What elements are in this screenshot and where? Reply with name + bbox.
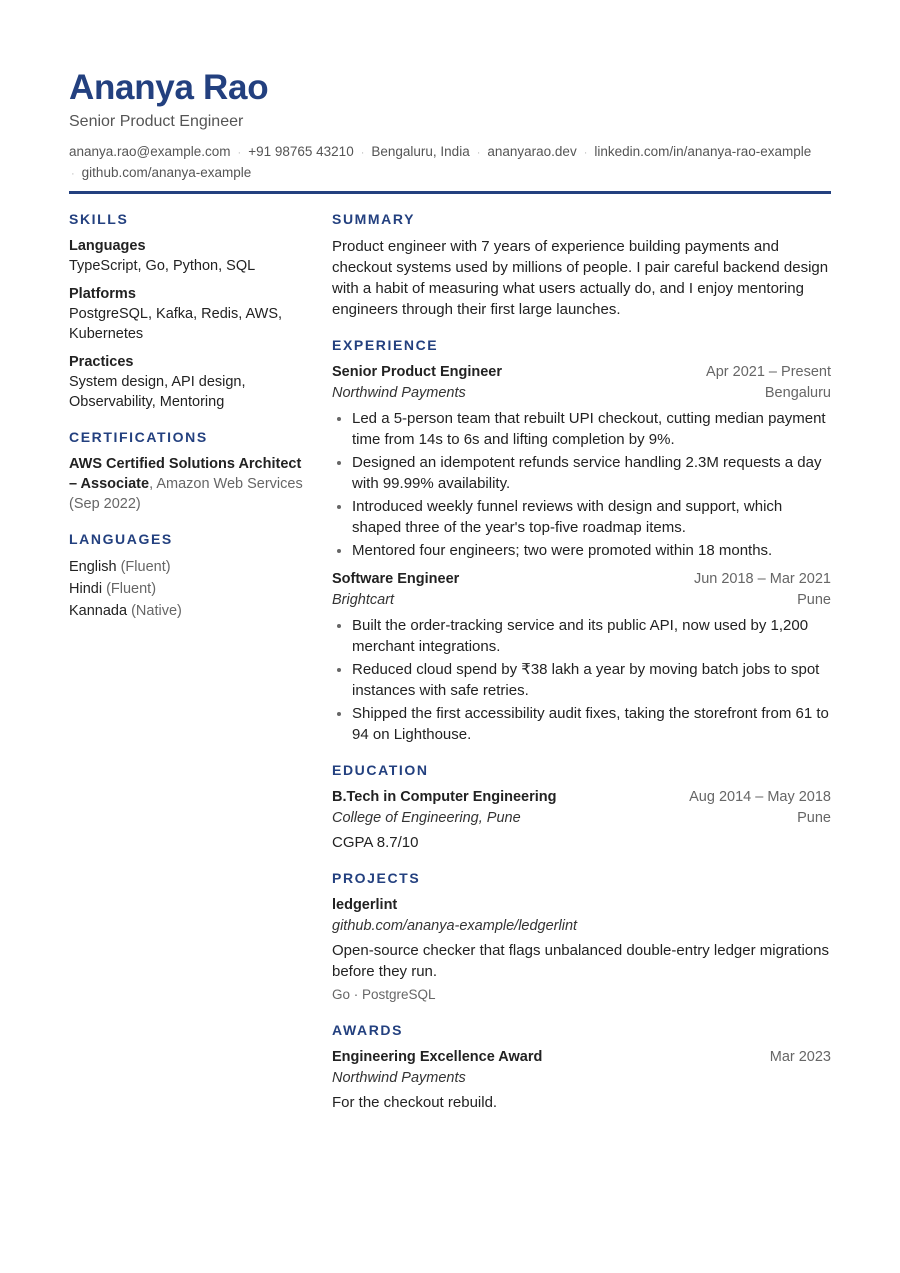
experience-entry — [332, 569, 831, 745]
main-column — [332, 210, 831, 1129]
languages-heading: LANGUAGES — [69, 531, 173, 547]
contact-separator: · — [583, 147, 588, 159]
resume-header — [69, 66, 831, 184]
awards-heading: AWARDS — [332, 1022, 404, 1038]
education-detail: CGPA 8.7/10 — [332, 834, 419, 851]
candidate-title: Senior Product Engineer — [69, 113, 244, 130]
award-name: Engineering Excellence Award — [332, 1049, 543, 1065]
job-bullet: • Introduced weekly funnel reviews with design and support, which shaped three of the year's top-five roadmap items. — [352, 496, 831, 538]
entry-header-row — [332, 787, 831, 808]
experience-entry — [332, 362, 831, 561]
job-location: Bengaluru — [764, 385, 831, 401]
language-level: (Fluent) — [120, 559, 171, 575]
job-role: Software Engineer — [332, 571, 460, 587]
job-dates: Jun 2018 – Mar 2021 — [693, 571, 831, 587]
project-url[interactable]: github.com/ananya-example/ledgerlint — [332, 918, 578, 934]
skill-group-value: TypeScript, Go, Python, SQL — [69, 258, 256, 274]
job-bullet: • Reduced cloud spend by ₹38 lakh a year by moving batch jobs to spot instances with safe retries. — [352, 659, 831, 701]
contact-github[interactable]: github.com/ananya-example — [81, 165, 252, 180]
contact-line — [69, 142, 831, 184]
award-date: Mar 2023 — [769, 1049, 831, 1065]
skill-group-value: System design, API design, Observability, Mentoring — [69, 374, 246, 410]
certifications-section — [69, 428, 309, 514]
contact-email[interactable]: ananya.rao@example.com — [69, 144, 231, 159]
contact-separator: · — [476, 147, 481, 159]
skill-group-value: PostgreSQL, Kafka, Redis, AWS, Kubernetes — [69, 306, 283, 342]
certifications-heading: CERTIFICATIONS — [69, 429, 208, 445]
job-bullet: • Mentored four engineers; two were promoted within 18 months. — [352, 540, 831, 561]
job-company: Brightcart — [332, 592, 395, 608]
project-tags: Go · PostgreSQL — [332, 987, 436, 1002]
education-dates: Aug 2014 – May 2018 — [689, 789, 831, 805]
skill-group-label: Practices — [69, 354, 134, 370]
awards-section — [332, 1021, 831, 1113]
job-company: Northwind Payments — [332, 385, 466, 401]
sidebar — [69, 210, 309, 638]
language-item — [69, 556, 309, 578]
education-degree: B.Tech in Computer Engineering — [332, 789, 557, 805]
projects-section — [332, 869, 831, 1005]
entry-header-row — [332, 1047, 831, 1068]
entry-subheader-row — [332, 916, 831, 937]
contact-linkedin[interactable]: linkedin.com/in/ananya-rao-example — [594, 144, 812, 159]
experience-section — [332, 336, 831, 745]
job-bullet: • Built the order-tracking service and its public API, now used by 1,200 merchant integrations. — [352, 615, 831, 657]
entry-subheader-row — [332, 808, 831, 829]
contact-location: Bengaluru, India — [371, 144, 470, 159]
project-description: Open-source checker that flags unbalanced double-entry ledger migrations before they run. — [332, 942, 829, 980]
certification-entry — [69, 454, 309, 514]
skill-group — [69, 284, 309, 344]
job-bullet: • Designed an idempotent refunds service handling 2.3M requests a day with 99.99% availability. — [352, 452, 831, 494]
education-location: Pune — [797, 810, 831, 826]
award-detail: For the checkout rebuild. — [332, 1094, 498, 1111]
job-bullet: • Led a 5-person team that rebuilt UPI checkout, cutting median payment time from 14s to 6s and lifting completion by 9%. — [352, 408, 831, 450]
skill-group-label: Platforms — [69, 286, 136, 302]
skill-group — [69, 236, 309, 276]
contact-separator: · — [71, 168, 75, 180]
entry-header-row — [332, 895, 831, 916]
job-bullet: • Shipped the first accessibility audit fixes, taking the storefront from 61 to 94 on Lighthouse. — [352, 703, 831, 745]
entry-subheader-row — [332, 383, 831, 404]
language-item — [69, 578, 309, 600]
language-name: English — [69, 559, 117, 575]
header-divider — [69, 191, 831, 194]
skill-group — [69, 352, 309, 412]
languages-section — [69, 530, 309, 622]
certification-name: AWS Certified Solutions Architect – Associate — [69, 456, 302, 492]
contact-phone[interactable]: +91 98765 43210 — [248, 144, 354, 159]
language-name: Hindi — [69, 581, 103, 597]
job-location: Pune — [797, 592, 831, 608]
certification-date: (Sep 2022) — [69, 496, 141, 512]
language-name: Kannada — [69, 603, 128, 619]
entry-subheader-row — [332, 1068, 831, 1089]
projects-heading: PROJECTS — [332, 870, 421, 886]
education-section — [332, 761, 831, 853]
education-heading: EDUCATION — [332, 762, 429, 778]
experience-heading: EXPERIENCE — [332, 337, 439, 353]
project-name: ledgerlint — [332, 897, 398, 913]
entry-subheader-row — [332, 590, 831, 611]
award-org: Northwind Payments — [332, 1070, 466, 1086]
contact-separator: · — [360, 147, 365, 159]
education-school: College of Engineering, Pune — [332, 810, 521, 826]
skills-section — [69, 210, 309, 412]
language-level: (Fluent) — [106, 581, 157, 597]
entry-header-row — [332, 362, 831, 383]
contact-website[interactable]: ananyarao.dev — [487, 144, 577, 159]
skill-group-label: Languages — [69, 238, 146, 254]
certification-issuer: , Amazon Web Services — [149, 476, 303, 492]
summary-text: Product engineer with 7 years of experience building payments and checkout systems used by millions of people. I pair careful backend design with a habit of measuring what users actually do, and I enjoy mentoring engineers through their first large launches. — [332, 238, 829, 318]
entry-header-row — [332, 569, 831, 590]
job-role: Senior Product Engineer — [332, 364, 502, 380]
summary-section — [332, 210, 831, 320]
summary-heading: SUMMARY — [332, 211, 416, 227]
job-bullets — [332, 615, 831, 745]
skills-heading: SKILLS — [69, 211, 129, 227]
contact-separator: · — [237, 147, 242, 159]
job-bullets — [332, 408, 831, 561]
language-item — [69, 600, 309, 622]
language-level: (Native) — [131, 603, 182, 619]
job-dates: Apr 2021 – Present — [706, 364, 831, 380]
candidate-name: Ananya Rao — [69, 68, 269, 107]
